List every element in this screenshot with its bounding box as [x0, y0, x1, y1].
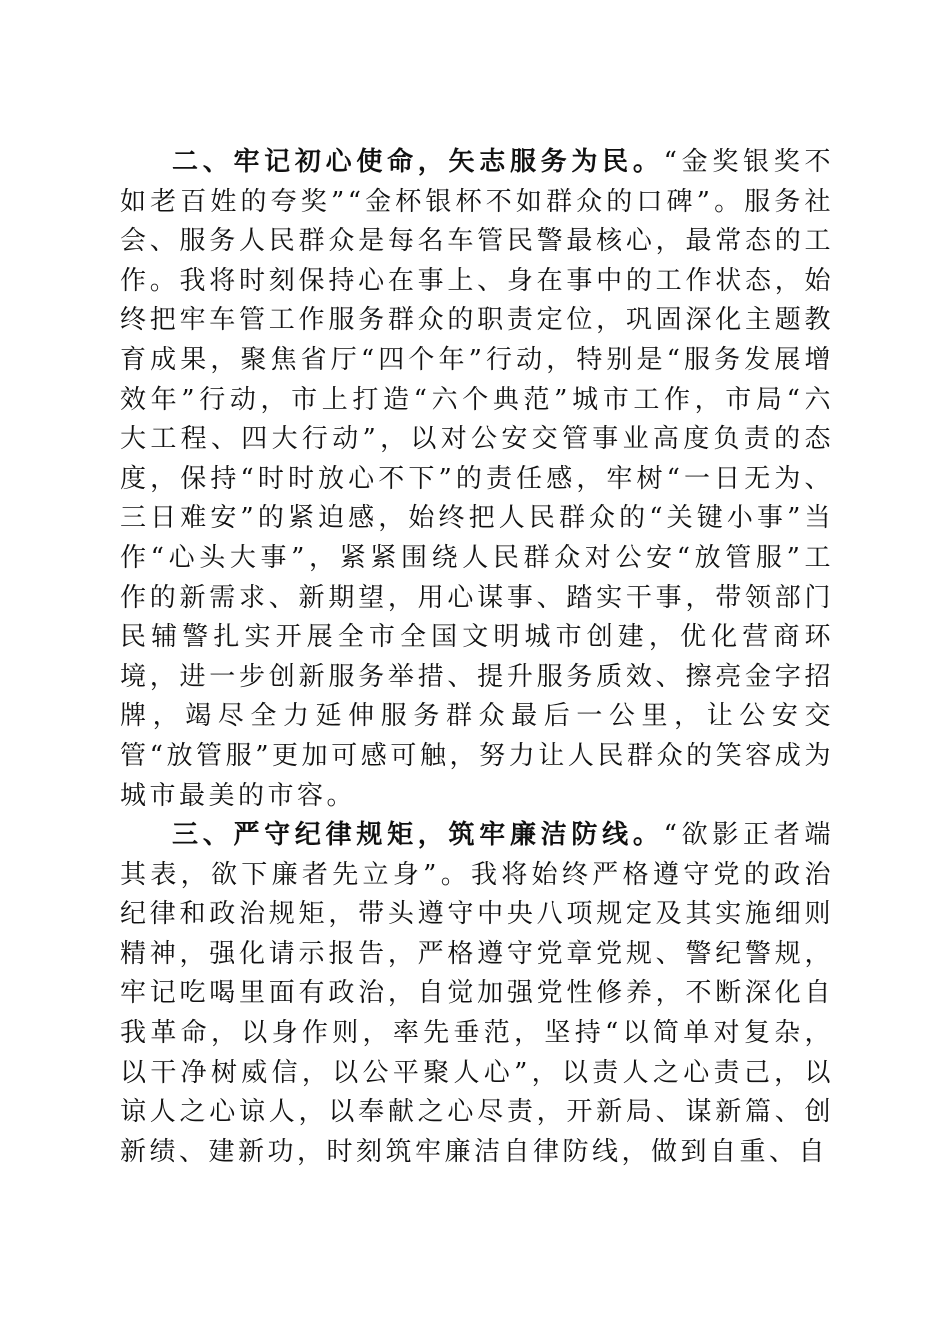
paragraph-heading: 二、牢记初心使命，矢志服务为民。 — [172, 147, 664, 177]
paragraph-body: “金奖银奖不如老百姓的夸奖”“金杯银杯不如群众的口碑”。服务社会、服务人民群众是每名车管民警最核心，最常态的工作。我将时刻保持心在事上、身在事中的工作状态，始终把牢车管工作服务群众的职责定位，巩固深化主题教育成果，聚焦省厅“四个年”行动，特别是“服务发展增效年”行动，市上打造“六个典范”城市工作，市局“六大工程、四大行动”，以对公安交管事业高度负责的态度，保持“时时放心不下”的责任感，牢树“一日无为、三日难安”的紧迫感，始终把人民群众的“关键小事”当作“心头大事”，紧紧围绕人民群众对公安“放管服”工作的新需求、新期望，用心谋事、踏实干事，带领部门民辅警扎实开展全市全国文明城市创建，优化营商环境，进一步创新服务举措、提升服务质效、擦亮金字招牌，竭尽全力延伸服务群众最后一公里，让公安交管“放管服”更加可感可触，努力让人民群众的笑容成为城市最美的市容。 — [120, 147, 834, 811]
paragraph-service — [120, 143, 834, 816]
paragraph-discipline — [120, 816, 834, 1172]
paragraph-body: “欲影正者端其表，欲下廉者先立身”。我将始终严格遵守党的政治纪律和政治规矩，带头遵守中央八项规定及其实施细则精神，强化请示报告，严格遵守党章党规、警纪警规，牢记吃喝里面有政治，自觉加强党性修养，不断深化自我革命，以身作则，率先垂范，坚持“以简单对复杂，以干净树威信，以公平聚人心”，以责人之心责己，以谅人之心谅人，以奉献之心尽责，开新局、谋新篇、创新绩、建新功，时刻筑牢廉洁自律防线，做到自重、自 — [120, 820, 834, 1167]
paragraph-heading: 三、严守纪律规矩，筑牢廉洁防线。 — [172, 820, 664, 851]
